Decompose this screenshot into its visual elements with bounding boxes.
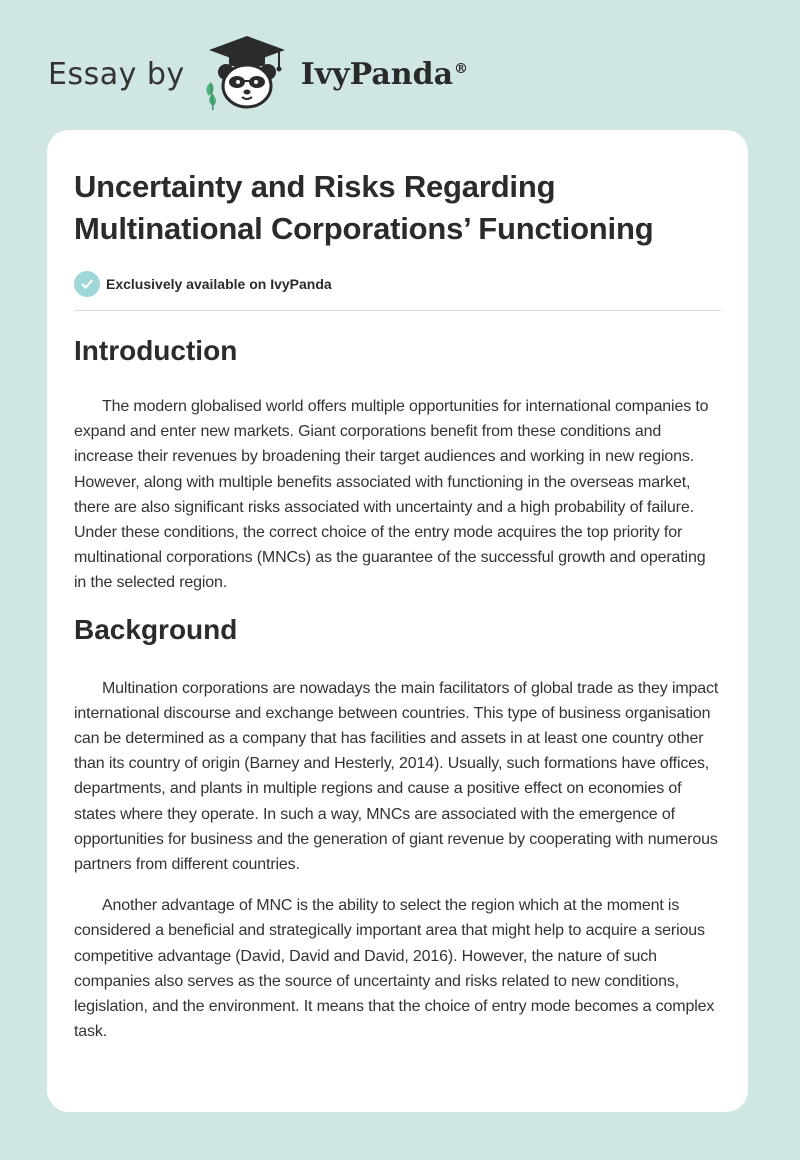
section-heading-introduction: Introduction xyxy=(74,335,238,366)
check-circle-icon xyxy=(74,271,100,297)
exclusive-badge xyxy=(74,270,721,298)
title-line-2: Multinational Corporations’ Functioning xyxy=(74,211,654,246)
brand-prefix: Essay by xyxy=(48,56,185,92)
paragraph-background-2: Another advantage of MNC is the ability to select the region which at the moment is considered a beneficial and strategically important area that might help to acquire a serious competitive advantage (David, David and David, 2016). However, the nature of such companies also serves as the source of uncertainty and risks related to new conditions, legislation, and the environment. It means that the choice of entry mode becomes a complex task. xyxy=(74,897,715,1041)
site-header xyxy=(48,34,468,114)
panda-logo-icon[interactable] xyxy=(199,34,295,114)
brand-name-text: IvyPanda xyxy=(300,56,454,92)
section-heading-background: Background xyxy=(74,613,238,645)
paragraph-background-1: Multination corporations are nowadays the main facilitators of global trade as they impact international discourse and exchange between countries. This type of business organisation can be determined as a company that has facilities and assets in at least one country other than its country of origin (Barney and Hesterly, 2014). Usually, such formations have offices, departments, and plants in multiple regions and cause a positive effect on economies of states where they operate. In such a way, MNCs are associated with the emergence of opportunities for business and the generation of giant revenue by cooperating with numerous partners from different countries. xyxy=(74,679,719,874)
registered-mark: ® xyxy=(454,60,469,77)
essay-title xyxy=(74,166,721,250)
exclusive-text: Exclusively available on IvyPanda xyxy=(106,276,332,292)
brand-name xyxy=(301,57,468,92)
title-line-1: Uncertainty and Risks Regarding xyxy=(74,169,556,204)
check-mark-icon xyxy=(80,277,94,291)
title-divider xyxy=(74,310,721,311)
paragraph-introduction: The modern globalised world offers multiple opportunities for international companies to expand and enter new markets. Giant corporations benefit from these conditions and increase their revenues by broadening their target audiences and working in new regions. However, along with multiple benefits associated with functioning in the overseas market, there are also significant risks associated with uncertainty and a high probability of failure. Under these conditions, the correct choice of the entry mode acquires the top priority for multinational corporations (MNCs) as the guarantee of the successful growth and operating in the selected region. xyxy=(74,398,709,592)
essay-card xyxy=(47,130,748,1112)
